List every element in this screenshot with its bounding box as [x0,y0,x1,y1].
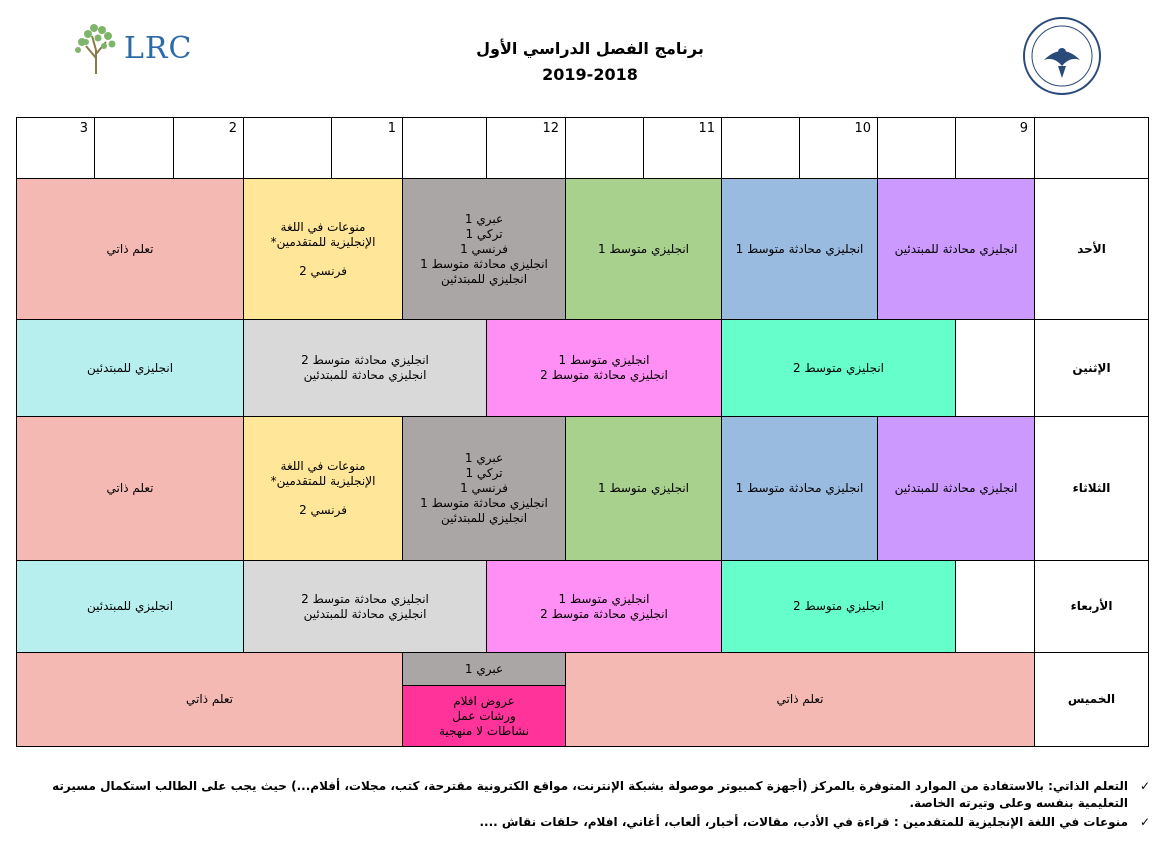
empty-cell [955,560,1035,653]
session-cell: منوعات في اللغة الإنجليزية للمتقدمين* فرنسي 2 [243,416,403,561]
footnote-self-learning: ✓ التعلم الذاتي: بالاستفادة من الموارد المتوفرة بالمركز (أجهزة كمبيوتر موصولة بشبكة الإنترنت، مواقع الكترونية مقترحة، كتب، مجلات، أفلام...) حيث يجب على الطالب استكمال مسيرته التعليمية بنفسه وعلى وتيرته الخاصة. [52,779,1150,810]
hour-header-12-half [402,117,487,179]
hour-header-11: 11 [643,117,722,179]
session-cell: انجليزي محادثة متوسط 2 انجليزي محادثة للمبتدئين [243,319,487,417]
session-cell: انجليزي متوسط 1 [565,178,722,320]
session-cell: انجليزي محادثة متوسط 1 [721,416,878,561]
session-cell: منوعات في اللغة الإنجليزية للمتقدمين* فرنسي 2 [243,178,403,320]
checkmark-icon: ✓ [1139,815,1150,829]
title-line-1: برنامج الفصل الدراسي الأول [476,39,704,58]
session-cell: عروض افلام ورشات عمل نشاطات لا منهجية [402,685,566,747]
day-monday: الإثنين [1034,319,1149,417]
corner-cell [1034,117,1149,179]
footnotes [50,778,1150,833]
empty-cell [955,319,1035,417]
day-wednesday: الأربعاء [1034,560,1149,653]
hour-header-10: 10 [799,117,878,179]
session-cell: انجليزي متوسط 2 [721,319,956,417]
schedule-table [16,117,1149,747]
session-cell: عبري 1 تركي 1 فرنسي 1 انجليزي محادثة متوسط 1 انجليزي للمبتدئين [402,178,566,320]
day-tuesday: الثلاثاء [1034,416,1149,561]
hour-header-10-half [721,117,800,179]
hour-header-1: 1 [331,117,403,179]
tree-icon [70,20,122,76]
day-thursday: الخميس [1034,652,1149,747]
session-cell: تعلم ذاتي [565,652,1035,747]
session-cell: انجليزي متوسط 1 انجليزي محادثة متوسط 2 [486,560,722,653]
session-cell: انجليزي متوسط 1 [565,416,722,561]
title-line-2: 2019-2018 [542,65,638,84]
hour-header-2-half [94,117,174,179]
session-cell: انجليزي محادثة متوسط 2 انجليزي محادثة للمبتدئين [243,560,487,653]
session-cell: انجليزي محادثة للمبتدئين [877,416,1035,561]
session-cell: انجليزي محادثة متوسط 1 [721,178,878,320]
session-cell: انجليزي محادثة للمبتدئين [877,178,1035,320]
session-cell: انجليزي متوسط 1 انجليزي محادثة متوسط 2 [486,319,722,417]
session-cell: انجليزي متوسط 2 [721,560,956,653]
session-cell: تعلم ذاتي [16,416,244,561]
hour-header-2: 2 [173,117,244,179]
hour-header-9-half [877,117,956,179]
page-title [440,36,740,88]
page-header [0,0,1170,115]
session-cell: تعلم ذاتي [16,178,244,320]
hour-header-11-half [565,117,644,179]
university-seal [1022,16,1102,96]
lrc-logo-text: LRC [124,30,193,66]
session-cell: تعلم ذاتي [16,652,403,747]
session-cell: عبري 1 تركي 1 فرنسي 1 انجليزي محادثة متوسط 1 انجليزي للمبتدئين [402,416,566,561]
hour-header-12: 12 [486,117,566,179]
day-sunday: الأحد [1034,178,1149,320]
session-cell: انجليزي للمبتدئين [16,560,244,653]
hour-header-1-half [243,117,332,179]
checkmark-icon: ✓ [1139,779,1150,793]
footnote-advanced-english: ✓ منوعات في اللغة الإنجليزية للمتقدمين : قراءة في الأدب، مقالات، أخبار، ألعاب، أغاني، افلام، حلقات نقاش .... [479,815,1150,829]
session-cell: انجليزي للمبتدئين [16,319,244,417]
hour-header-9: 9 [955,117,1035,179]
lrc-logo [70,18,200,78]
session-cell: عبري 1 [402,652,566,686]
hour-header-3: 3 [16,117,95,179]
